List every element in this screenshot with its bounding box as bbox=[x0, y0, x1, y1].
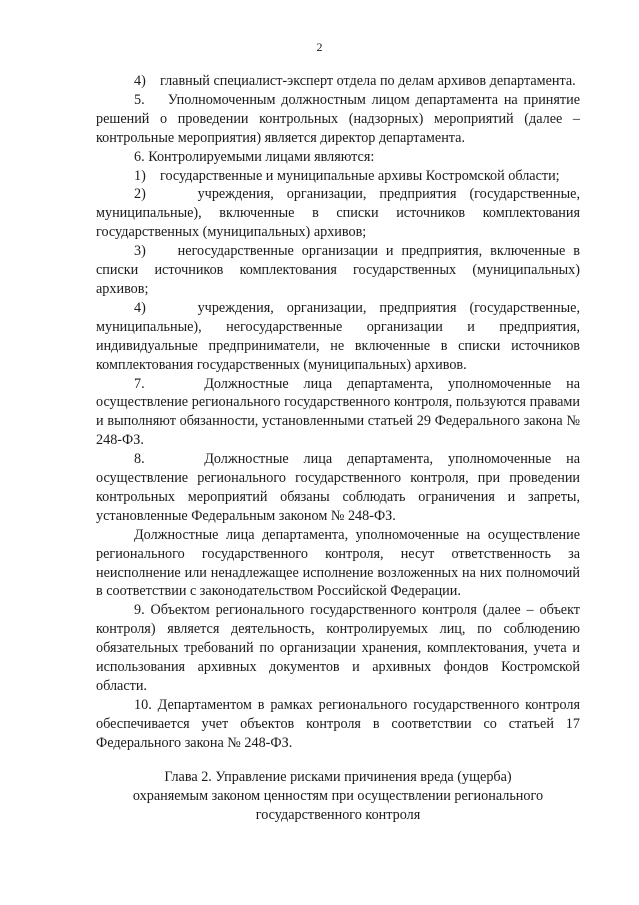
paragraph-8-restrictions: 8. Должностные лица департамента, уполномоченные на осуществление регионального государственного контроля, при проведении контрольных мероприятий обязаны соблюдать ограничения и запреты, установленные Федеральным законом № 248-ФЗ. bbox=[96, 451, 580, 524]
paragraph-9-object-of-control: 9. Объектом регионального государственного контроля (далее – объект контроля) является деятельность, контролируемых лиц, по соблюдению обязательных требований по организации хранения, комплектования, учета и использования архивных документов и архивных фондов Костромской области. bbox=[96, 602, 580, 694]
chapter-heading-line-2: охраняемым законом ценностям при осуществлении регионального bbox=[132, 788, 544, 804]
paragraph-6-controlled-persons: 6. Контролируемыми лицами являются: bbox=[134, 148, 375, 165]
paragraph-10-registration: 10. Департаментом в рамках регионального государственного контроля обеспечивается учет объектов контроля в соответствии со статьей 17 Федерального закона № 248-ФЗ. bbox=[96, 696, 580, 751]
paragraph-responsibility: Должностные лица департамента, уполномоченные на осуществление регионального государственного контроля, несут ответственность за неисполнение или ненадлежащее исполнение возложенных на них полномочий в соответствии с законодательством Российской Федерации. bbox=[96, 526, 580, 600]
paragraph-5-authorized-official: 5. Уполномоченным должностным лицом департамента на принятие решений о проведении контрольных (надзорных) мероприятий (далее – контрольные мероприятия) является директор департамента. bbox=[96, 91, 580, 146]
paragraph-6-item-2: 2) учреждения, организации, предприятия (государственные, муниципальные), включенные в списки источников комплектования государственных (муниципальных) архивов; bbox=[96, 186, 580, 241]
chapter-heading-line-3: государственного контроля bbox=[255, 807, 421, 823]
paragraph-6-item-3: 3) негосударственные организации и предприятия, включенные в списки источников комплектования государственных (муниципальных) архивов; bbox=[96, 243, 580, 297]
paragraph-6-item-1: 1) государственные и муниципальные архивы Костромской области; bbox=[134, 167, 560, 184]
page-number: 2 bbox=[316, 40, 323, 54]
chapter-heading-line-1: Глава 2. Управление рисками причинения вреда (ущерба) bbox=[164, 769, 512, 785]
paragraph-6-item-4: 4) учреждения, организации, предприятия (государственные, муниципальные), негосударственные организации и предприятия, индивидуальные предприниматели, не включенные в списки источников комплектования государственных (муниципальных) архивов. bbox=[96, 299, 580, 373]
document-body bbox=[96, 72, 580, 753]
chapter-heading bbox=[96, 768, 580, 825]
paragraph-7-rights: 7. Должностные лица департамента, уполномоченные на осуществление регионального государственного контроля, пользуются правами и выполняют обязанности, установленными статьей 29 Федерального закона № 248-ФЗ. bbox=[96, 375, 580, 449]
paragraph-item-4-specialist: 4) главный специалист-эксперт отдела по делам архивов департамента. bbox=[134, 73, 576, 89]
